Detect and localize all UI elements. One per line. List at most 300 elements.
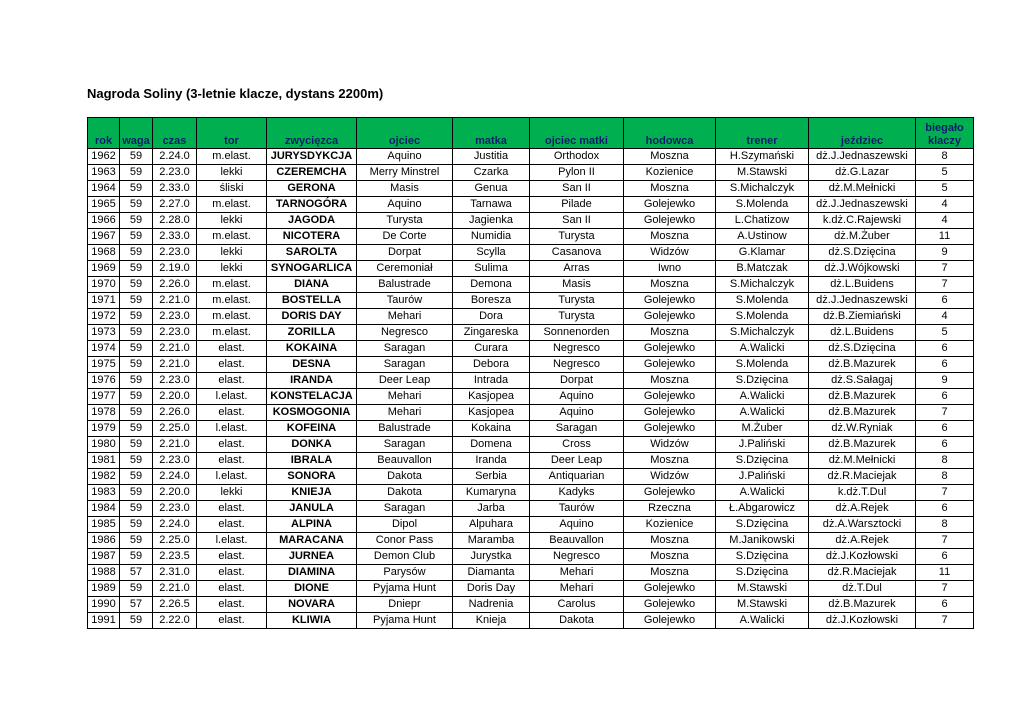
cell-jezdziec: dż.B.Mazurek	[809, 437, 916, 453]
cell-zwyciezca: ALPINA	[267, 517, 357, 533]
cell-rok: 1984	[88, 501, 120, 517]
table-row	[88, 453, 974, 469]
cell-zwyciezca: JAGODA	[267, 213, 357, 229]
cell-biegalo-klaczy: 9	[916, 245, 974, 261]
cell-trener: A.Walicki	[716, 341, 809, 357]
cell-rok: 1981	[88, 453, 120, 469]
cell-biegalo-klaczy: 7	[916, 533, 974, 549]
cell-tor: elast.	[197, 357, 267, 373]
table-row	[88, 229, 974, 245]
cell-hodowca: Moszna	[624, 229, 716, 245]
cell-matka: Iranda	[453, 453, 530, 469]
column-header-waga: waga	[120, 118, 153, 149]
cell-hodowca: Golejewko	[624, 485, 716, 501]
cell-waga: 59	[120, 325, 153, 341]
cell-biegalo-klaczy: 4	[916, 309, 974, 325]
cell-hodowca: Widzów	[624, 469, 716, 485]
cell-czas: 2.33.0	[153, 181, 197, 197]
cell-ojciec: Ceremoniał	[357, 261, 453, 277]
cell-ojciec: Turysta	[357, 213, 453, 229]
cell-matka: Dora	[453, 309, 530, 325]
cell-rok: 1990	[88, 597, 120, 613]
cell-ojciec-matki: Kadyks	[530, 485, 624, 501]
cell-trener: M.Stawski	[716, 165, 809, 181]
cell-jezdziec: dż.R.Maciejak	[809, 565, 916, 581]
cell-jezdziec: dż.A.Rejek	[809, 501, 916, 517]
cell-trener: B.Matczak	[716, 261, 809, 277]
cell-czas: 2.28.0	[153, 213, 197, 229]
column-header-jezdziec: jeździec	[809, 118, 916, 149]
cell-trener: S.Dzięcina	[716, 453, 809, 469]
cell-matka: Kasjopea	[453, 389, 530, 405]
cell-trener: S.Dzięcina	[716, 549, 809, 565]
cell-jezdziec: dż.A.Warsztocki	[809, 517, 916, 533]
cell-jezdziec: dż.S.Dzięcina	[809, 341, 916, 357]
cell-hodowca: Moszna	[624, 453, 716, 469]
cell-waga: 59	[120, 277, 153, 293]
table-body	[88, 149, 974, 629]
cell-jezdziec: dż.B.Ziemiański	[809, 309, 916, 325]
cell-tor: elast.	[197, 405, 267, 421]
cell-ojciec-matki: Negresco	[530, 341, 624, 357]
cell-matka: Zingareska	[453, 325, 530, 341]
cell-hodowca: Moszna	[624, 549, 716, 565]
cell-ojciec: Saragan	[357, 437, 453, 453]
cell-czas: 2.20.0	[153, 389, 197, 405]
cell-czas: 2.26.5	[153, 597, 197, 613]
cell-czas: 2.23.0	[153, 165, 197, 181]
cell-ojciec: Dipol	[357, 517, 453, 533]
cell-rok: 1987	[88, 549, 120, 565]
cell-jezdziec: dż.B.Mazurek	[809, 389, 916, 405]
cell-zwyciezca: KLIWIA	[267, 613, 357, 629]
cell-zwyciezca: JURNEA	[267, 549, 357, 565]
cell-ojciec: Balustrade	[357, 277, 453, 293]
cell-biegalo-klaczy: 11	[916, 229, 974, 245]
cell-ojciec-matki: Mehari	[530, 565, 624, 581]
column-header-ojciec: ojciec	[357, 118, 453, 149]
cell-matka: Tarnawa	[453, 197, 530, 213]
cell-ojciec-matki: Pylon II	[530, 165, 624, 181]
cell-waga: 59	[120, 453, 153, 469]
cell-trener: J.Paliński	[716, 437, 809, 453]
cell-biegalo-klaczy: 6	[916, 341, 974, 357]
table-row	[88, 437, 974, 453]
cell-ojciec: Pyjama Hunt	[357, 613, 453, 629]
cell-zwyciezca: KOSMOGONIA	[267, 405, 357, 421]
column-header-trener: trener	[716, 118, 809, 149]
cell-trener: S.Molenda	[716, 197, 809, 213]
cell-jezdziec: dż.J.Wójkowski	[809, 261, 916, 277]
cell-ojciec-matki: Antiquarian	[530, 469, 624, 485]
cell-rok: 1970	[88, 277, 120, 293]
cell-biegalo-klaczy: 6	[916, 549, 974, 565]
cell-zwyciezca: DORIS DAY	[267, 309, 357, 325]
cell-trener: A.Walicki	[716, 613, 809, 629]
cell-zwyciezca: KNIEJA	[267, 485, 357, 501]
cell-waga: 59	[120, 437, 153, 453]
cell-rok: 1976	[88, 373, 120, 389]
cell-waga: 59	[120, 261, 153, 277]
cell-waga: 59	[120, 485, 153, 501]
cell-matka: Scylla	[453, 245, 530, 261]
cell-trener: A.Ustinow	[716, 229, 809, 245]
cell-ojciec-matki: Pilade	[530, 197, 624, 213]
cell-biegalo-klaczy: 7	[916, 277, 974, 293]
cell-jezdziec: dż.W.Ryniak	[809, 421, 916, 437]
cell-jezdziec: dż.L.Buidens	[809, 325, 916, 341]
cell-zwyciezca: KONSTELACJA	[267, 389, 357, 405]
cell-matka: Maramba	[453, 533, 530, 549]
cell-trener: S.Michalczyk	[716, 325, 809, 341]
cell-matka: Genua	[453, 181, 530, 197]
cell-matka: Jurystka	[453, 549, 530, 565]
cell-ojciec-matki: Deer Leap	[530, 453, 624, 469]
cell-waga: 59	[120, 213, 153, 229]
cell-matka: Kasjopea	[453, 405, 530, 421]
cell-czas: 2.25.0	[153, 421, 197, 437]
table-row	[88, 197, 974, 213]
cell-hodowca: Moszna	[624, 325, 716, 341]
cell-jezdziec: dż.B.Mazurek	[809, 597, 916, 613]
column-header-matka: matka	[453, 118, 530, 149]
cell-ojciec-matki: Dorpat	[530, 373, 624, 389]
cell-zwyciezca: GERONA	[267, 181, 357, 197]
cell-rok: 1982	[88, 469, 120, 485]
cell-trener: S.Molenda	[716, 357, 809, 373]
cell-trener: S.Dzięcina	[716, 373, 809, 389]
cell-tor: m.elast.	[197, 149, 267, 165]
cell-jezdziec: dż.J.Jednaszewski	[809, 197, 916, 213]
cell-czas: 2.23.0	[153, 373, 197, 389]
table-row	[88, 613, 974, 629]
cell-jezdziec: dż.R.Maciejak	[809, 469, 916, 485]
cell-biegalo-klaczy: 4	[916, 213, 974, 229]
cell-biegalo-klaczy: 9	[916, 373, 974, 389]
cell-matka: Domena	[453, 437, 530, 453]
cell-waga: 59	[120, 197, 153, 213]
cell-trener: G.Klamar	[716, 245, 809, 261]
cell-tor: elast.	[197, 373, 267, 389]
cell-hodowca: Moszna	[624, 181, 716, 197]
cell-rok: 1988	[88, 565, 120, 581]
table-row	[88, 213, 974, 229]
cell-ojciec: Dakota	[357, 469, 453, 485]
cell-tor: l.elast.	[197, 389, 267, 405]
cell-ojciec-matki: Turysta	[530, 293, 624, 309]
cell-hodowca: Golejewko	[624, 341, 716, 357]
cell-czas: 2.24.0	[153, 469, 197, 485]
cell-ojciec-matki: Negresco	[530, 357, 624, 373]
cell-tor: elast.	[197, 517, 267, 533]
cell-ojciec: De Corte	[357, 229, 453, 245]
cell-zwyciezca: NOVARA	[267, 597, 357, 613]
cell-rok: 1964	[88, 181, 120, 197]
cell-ojciec-matki: San II	[530, 213, 624, 229]
cell-waga: 59	[120, 357, 153, 373]
cell-zwyciezca: DIANA	[267, 277, 357, 293]
cell-trener: S.Molenda	[716, 309, 809, 325]
cell-biegalo-klaczy: 7	[916, 261, 974, 277]
cell-czas: 2.21.0	[153, 357, 197, 373]
cell-waga: 57	[120, 565, 153, 581]
cell-biegalo-klaczy: 6	[916, 437, 974, 453]
cell-matka: Debora	[453, 357, 530, 373]
cell-czas: 2.26.0	[153, 405, 197, 421]
table-row	[88, 261, 974, 277]
cell-zwyciezca: SYNOGARLICA	[267, 261, 357, 277]
cell-zwyciezca: ZORILLA	[267, 325, 357, 341]
cell-tor: lekki	[197, 261, 267, 277]
cell-czas: 2.23.0	[153, 453, 197, 469]
cell-matka: Czarka	[453, 165, 530, 181]
cell-tor: elast.	[197, 501, 267, 517]
cell-czas: 2.24.0	[153, 149, 197, 165]
cell-waga: 59	[120, 581, 153, 597]
cell-jezdziec: dż.A.Rejek	[809, 533, 916, 549]
cell-rok: 1978	[88, 405, 120, 421]
cell-trener: A.Walicki	[716, 389, 809, 405]
cell-czas: 2.22.0	[153, 613, 197, 629]
cell-tor: m.elast.	[197, 325, 267, 341]
cell-czas: 2.26.0	[153, 277, 197, 293]
cell-ojciec: Mehari	[357, 405, 453, 421]
cell-ojciec-matki: Casanova	[530, 245, 624, 261]
cell-biegalo-klaczy: 7	[916, 485, 974, 501]
cell-waga: 59	[120, 149, 153, 165]
cell-czas: 2.19.0	[153, 261, 197, 277]
cell-tor: elast.	[197, 453, 267, 469]
cell-hodowca: Moszna	[624, 277, 716, 293]
cell-zwyciezca: KOFEINA	[267, 421, 357, 437]
cell-matka: Serbia	[453, 469, 530, 485]
cell-hodowca: Golejewko	[624, 405, 716, 421]
cell-ojciec: Conor Pass	[357, 533, 453, 549]
cell-hodowca: Golejewko	[624, 581, 716, 597]
cell-zwyciezca: BOSTELLA	[267, 293, 357, 309]
cell-jezdziec: k.dż.T.Dul	[809, 485, 916, 501]
cell-biegalo-klaczy: 7	[916, 405, 974, 421]
cell-ojciec-matki: Beauvallon	[530, 533, 624, 549]
cell-hodowca: Golejewko	[624, 389, 716, 405]
cell-matka: Demona	[453, 277, 530, 293]
cell-biegalo-klaczy: 8	[916, 453, 974, 469]
cell-waga: 59	[120, 245, 153, 261]
cell-ojciec-matki: Arras	[530, 261, 624, 277]
cell-czas: 2.24.0	[153, 517, 197, 533]
cell-ojciec: Deer Leap	[357, 373, 453, 389]
table-row	[88, 277, 974, 293]
cell-waga: 59	[120, 181, 153, 197]
cell-waga: 59	[120, 229, 153, 245]
cell-jezdziec: dż.M.Żuber	[809, 229, 916, 245]
cell-trener: M.Żuber	[716, 421, 809, 437]
cell-hodowca: Iwno	[624, 261, 716, 277]
cell-jezdziec: dż.B.Mazurek	[809, 357, 916, 373]
cell-biegalo-klaczy: 6	[916, 389, 974, 405]
cell-matka: Jagienka	[453, 213, 530, 229]
cell-waga: 57	[120, 597, 153, 613]
cell-zwyciezca: IRANDA	[267, 373, 357, 389]
cell-tor: elast.	[197, 613, 267, 629]
cell-tor: m.elast.	[197, 293, 267, 309]
cell-ojciec: Beauvallon	[357, 453, 453, 469]
cell-zwyciezca: DIONE	[267, 581, 357, 597]
cell-biegalo-klaczy: 6	[916, 501, 974, 517]
column-header-hodowca: hodowca	[624, 118, 716, 149]
cell-biegalo-klaczy: 8	[916, 149, 974, 165]
table-row	[88, 549, 974, 565]
cell-rok: 1979	[88, 421, 120, 437]
cell-hodowca: Moszna	[624, 533, 716, 549]
cell-tor: m.elast.	[197, 229, 267, 245]
cell-ojciec-matki: Negresco	[530, 549, 624, 565]
table-row	[88, 149, 974, 165]
cell-matka: Boresza	[453, 293, 530, 309]
table-row	[88, 309, 974, 325]
table-row	[88, 325, 974, 341]
table-header-row	[88, 118, 974, 149]
cell-zwyciezca: TARNOGÓRA	[267, 197, 357, 213]
cell-rok: 1989	[88, 581, 120, 597]
cell-tor: elast.	[197, 581, 267, 597]
cell-hodowca: Widzów	[624, 437, 716, 453]
table-row	[88, 389, 974, 405]
cell-ojciec: Taurów	[357, 293, 453, 309]
cell-ojciec-matki: Aquino	[530, 405, 624, 421]
cell-ojciec: Dakota	[357, 485, 453, 501]
cell-matka: Nadrenia	[453, 597, 530, 613]
cell-trener: S.Michalczyk	[716, 181, 809, 197]
cell-rok: 1969	[88, 261, 120, 277]
page-title: Nagroda Soliny (3-letnie klacze, dystans 2200m)	[87, 86, 384, 101]
cell-hodowca: Golejewko	[624, 197, 716, 213]
cell-ojciec-matki: Cross	[530, 437, 624, 453]
cell-matka: Knieja	[453, 613, 530, 629]
table-row	[88, 181, 974, 197]
cell-waga: 59	[120, 389, 153, 405]
table-row	[88, 501, 974, 517]
cell-czas: 2.31.0	[153, 565, 197, 581]
cell-biegalo-klaczy: 8	[916, 517, 974, 533]
cell-czas: 2.25.0	[153, 533, 197, 549]
cell-biegalo-klaczy: 8	[916, 469, 974, 485]
cell-trener: S.Molenda	[716, 293, 809, 309]
cell-jezdziec: dż.L.Buidens	[809, 277, 916, 293]
cell-biegalo-klaczy: 5	[916, 165, 974, 181]
cell-tor: elast.	[197, 565, 267, 581]
cell-waga: 59	[120, 533, 153, 549]
table-row	[88, 357, 974, 373]
cell-hodowca: Golejewko	[624, 613, 716, 629]
cell-jezdziec: k.dż.C.Rajewski	[809, 213, 916, 229]
cell-jezdziec: dż.S.Dzięcina	[809, 245, 916, 261]
cell-trener: H.Szymański	[716, 149, 809, 165]
cell-rok: 1965	[88, 197, 120, 213]
cell-biegalo-klaczy: 7	[916, 581, 974, 597]
cell-ojciec-matki: Masis	[530, 277, 624, 293]
cell-rok: 1977	[88, 389, 120, 405]
cell-ojciec: Mehari	[357, 389, 453, 405]
cell-zwyciezca: DESNA	[267, 357, 357, 373]
cell-ojciec: Demon Club	[357, 549, 453, 565]
cell-czas: 2.23.0	[153, 309, 197, 325]
cell-matka: Curara	[453, 341, 530, 357]
cell-hodowca: Golejewko	[624, 357, 716, 373]
cell-ojciec: Balustrade	[357, 421, 453, 437]
cell-biegalo-klaczy: 5	[916, 181, 974, 197]
cell-czas: 2.23.0	[153, 245, 197, 261]
cell-matka: Kokaina	[453, 421, 530, 437]
cell-ojciec: Pyjama Hunt	[357, 581, 453, 597]
cell-waga: 59	[120, 405, 153, 421]
cell-zwyciezca: JANULA	[267, 501, 357, 517]
cell-zwyciezca: MARACANA	[267, 533, 357, 549]
cell-rok: 1963	[88, 165, 120, 181]
cell-zwyciezca: KOKAINA	[267, 341, 357, 357]
cell-ojciec-matki: Taurów	[530, 501, 624, 517]
cell-trener: M.Stawski	[716, 581, 809, 597]
cell-jezdziec: dż.J.Kozłowski	[809, 549, 916, 565]
cell-trener: S.Dzięcina	[716, 565, 809, 581]
cell-rok: 1983	[88, 485, 120, 501]
cell-tor: lekki	[197, 213, 267, 229]
cell-trener: L.Chatizow	[716, 213, 809, 229]
cell-ojciec: Aquino	[357, 149, 453, 165]
cell-hodowca: Golejewko	[624, 293, 716, 309]
cell-jezdziec: dż.S.Sałagaj	[809, 373, 916, 389]
cell-ojciec-matki: Orthodox	[530, 149, 624, 165]
cell-czas: 2.33.0	[153, 229, 197, 245]
cell-tor: lekki	[197, 485, 267, 501]
cell-rok: 1973	[88, 325, 120, 341]
table-row	[88, 341, 974, 357]
cell-ojciec-matki: Turysta	[530, 309, 624, 325]
cell-hodowca: Golejewko	[624, 597, 716, 613]
table-row	[88, 485, 974, 501]
cell-czas: 2.23.0	[153, 325, 197, 341]
cell-waga: 59	[120, 341, 153, 357]
cell-matka: Justitia	[453, 149, 530, 165]
cell-matka: Alpuhara	[453, 517, 530, 533]
cell-rok: 1968	[88, 245, 120, 261]
cell-trener: M.Stawski	[716, 597, 809, 613]
cell-hodowca: Moszna	[624, 565, 716, 581]
cell-ojciec-matki: Turysta	[530, 229, 624, 245]
cell-rok: 1972	[88, 309, 120, 325]
cell-matka: Diamanta	[453, 565, 530, 581]
cell-ojciec: Aquino	[357, 197, 453, 213]
cell-jezdziec: dż.G.Lazar	[809, 165, 916, 181]
cell-hodowca: Kozienice	[624, 165, 716, 181]
cell-ojciec-matki: Sonnenorden	[530, 325, 624, 341]
cell-tor: lekki	[197, 245, 267, 261]
cell-czas: 2.21.0	[153, 581, 197, 597]
cell-czas: 2.27.0	[153, 197, 197, 213]
cell-matka: Jarba	[453, 501, 530, 517]
cell-tor: l.elast.	[197, 533, 267, 549]
table-row	[88, 469, 974, 485]
cell-ojciec: Parysów	[357, 565, 453, 581]
cell-ojciec-matki: Carolus	[530, 597, 624, 613]
cell-jezdziec: dż.M.Mełnicki	[809, 181, 916, 197]
cell-rok: 1986	[88, 533, 120, 549]
cell-rok: 1985	[88, 517, 120, 533]
results-table	[87, 117, 974, 629]
cell-zwyciezca: CZEREMCHA	[267, 165, 357, 181]
column-header-biegalo-klaczy: biegało klaczy	[916, 118, 974, 149]
cell-waga: 59	[120, 421, 153, 437]
